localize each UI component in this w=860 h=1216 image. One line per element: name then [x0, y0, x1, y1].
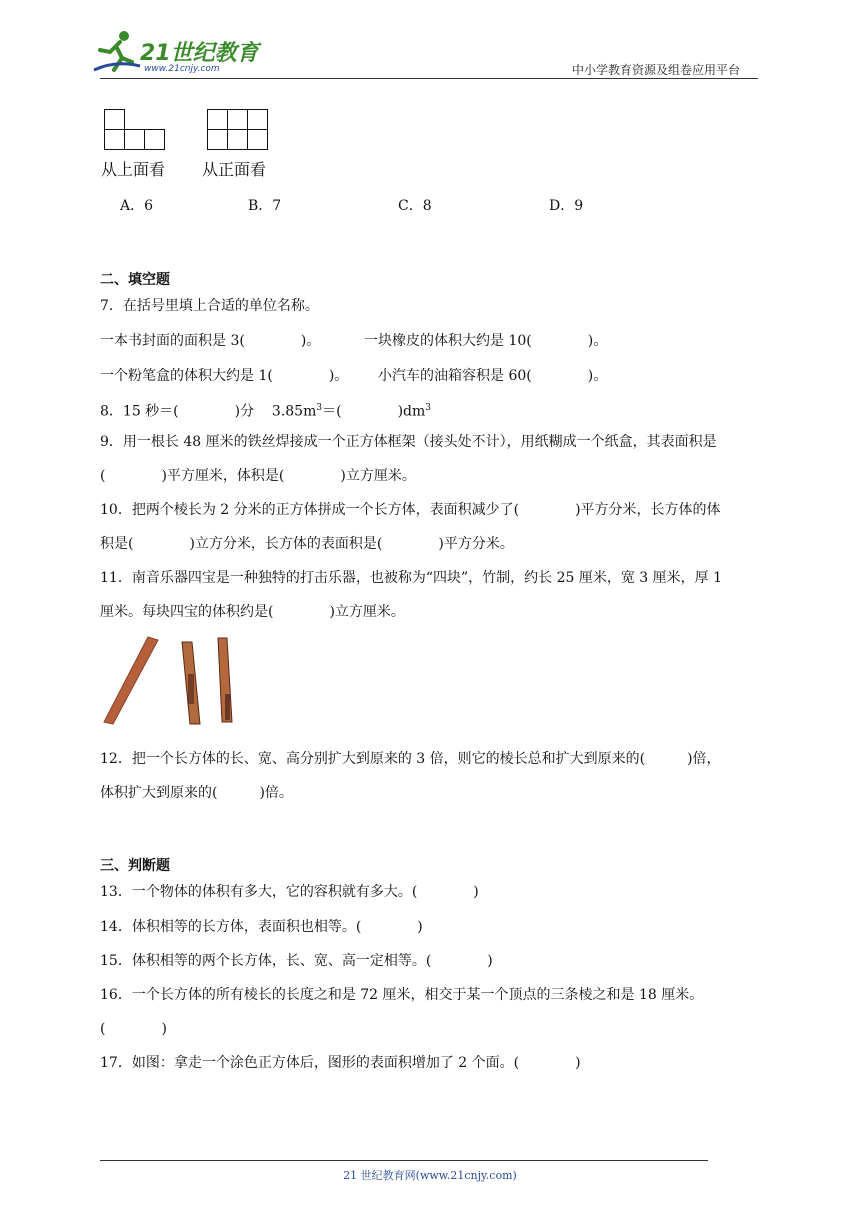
- footer-text: 21 世纪教育网(www.21cnjy.com): [343, 1169, 517, 1182]
- q6-option-d: D．9: [549, 198, 584, 214]
- platform-title: 中小学教育资源及组卷应用平台: [572, 63, 741, 77]
- q14: 14．体积相等的长方体，表面积也相等。( ): [100, 919, 423, 935]
- stick-1: [104, 637, 158, 724]
- stick-3-shade: [225, 694, 230, 720]
- q8: [100, 398, 431, 422]
- q17: 17．如图：拿走一个涂色正方体后，图形的表面积增加了 2 个面。( ): [100, 1055, 581, 1071]
- q16-line1: 16．一个长方体的所有棱长的长度之和是 72 厘米，相交于某一个顶点的三条棱之和是 18 厘米。: [100, 987, 704, 1003]
- q6-option-c: C．8: [398, 198, 432, 214]
- q9-line1: 9．用一根长 48 厘米的铁丝焊接成一个正方体框架（接头处不计），用纸糊成一个纸盒，其表面积是: [100, 434, 717, 450]
- q8-part3-sup: 3: [425, 403, 432, 413]
- q7-stem: 7．在括号里填上合适的单位名称。: [100, 298, 319, 314]
- q7-item-b1: 一个粉笔盒的体积大约是 1( )。: [100, 368, 349, 384]
- q12-line1: 12．把一个长方体的长、宽、高分别扩大到原来的 3 倍，则它的棱长总和扩大到原来的( )倍，: [100, 751, 721, 767]
- logo-main-text: 21世纪教育: [140, 41, 259, 66]
- q12-line2: 体积扩大到原来的( )倍。: [100, 785, 293, 801]
- section-fill-blank-title: 二、填空题: [100, 272, 170, 288]
- front-view-grid: [207, 109, 277, 155]
- caption-top-view: 从上面看: [101, 160, 166, 179]
- siboa-sticks-image: [100, 634, 240, 729]
- q11-line1: 11．南音乐器四宝是一种独特的打击乐器，也被称为“四块”，竹制，约长 25 厘米，宽 3 厘米，厚 1: [100, 570, 723, 586]
- stick-2-shade: [188, 674, 194, 704]
- q11-line2: 厘米。每块四宝的体积约是( )立方厘米。: [100, 604, 405, 620]
- q8-part1: 8．15 秒＝( )分: [100, 403, 255, 420]
- section-judgement-title: 三、判断题: [100, 858, 170, 874]
- q8-part2: 3.85m: [271, 403, 317, 420]
- caption-front-view: 从正面看: [202, 160, 267, 179]
- header-logo: [92, 30, 262, 78]
- q9-line2: ( )平方厘米，体积是( )立方厘米。: [100, 468, 416, 484]
- q7-item-a2: 一块橡皮的体积大约是 10( )。: [364, 333, 608, 349]
- q16-line2: ( ): [100, 1021, 167, 1037]
- logo-url-text: www.21cnjy.com: [144, 64, 220, 74]
- q15: 15．体积相等的两个长方体，长、宽、高一定相等。( ): [100, 953, 493, 969]
- q7-item-b2: 小汽车的油箱容积是 60( )。: [378, 368, 608, 384]
- q6-option-b: B．7: [248, 198, 282, 214]
- q13: 13．一个物体的体积有多大，它的容积就有多大。( ): [100, 884, 479, 900]
- header-divider: [100, 78, 758, 79]
- q10-line1: 10．把两个棱长为 2 分米的正方体拼成一个长方体，表面积减少了( )平方分米，长方体的体: [100, 502, 721, 518]
- q7-item-a1: 一本书封面的面积是 3( )。: [100, 333, 321, 349]
- runner-logo-icon: [92, 30, 142, 76]
- footer-divider: [100, 1160, 708, 1161]
- top-view-grid: [104, 109, 174, 155]
- q6-option-a: A．6: [120, 198, 154, 214]
- q10-line2: 积是( )立方分米，长方体的表面积是( )平方分米。: [100, 536, 514, 552]
- q8-part3: ＝( )dm: [322, 403, 426, 420]
- q8-part2-sup: 3: [316, 403, 323, 413]
